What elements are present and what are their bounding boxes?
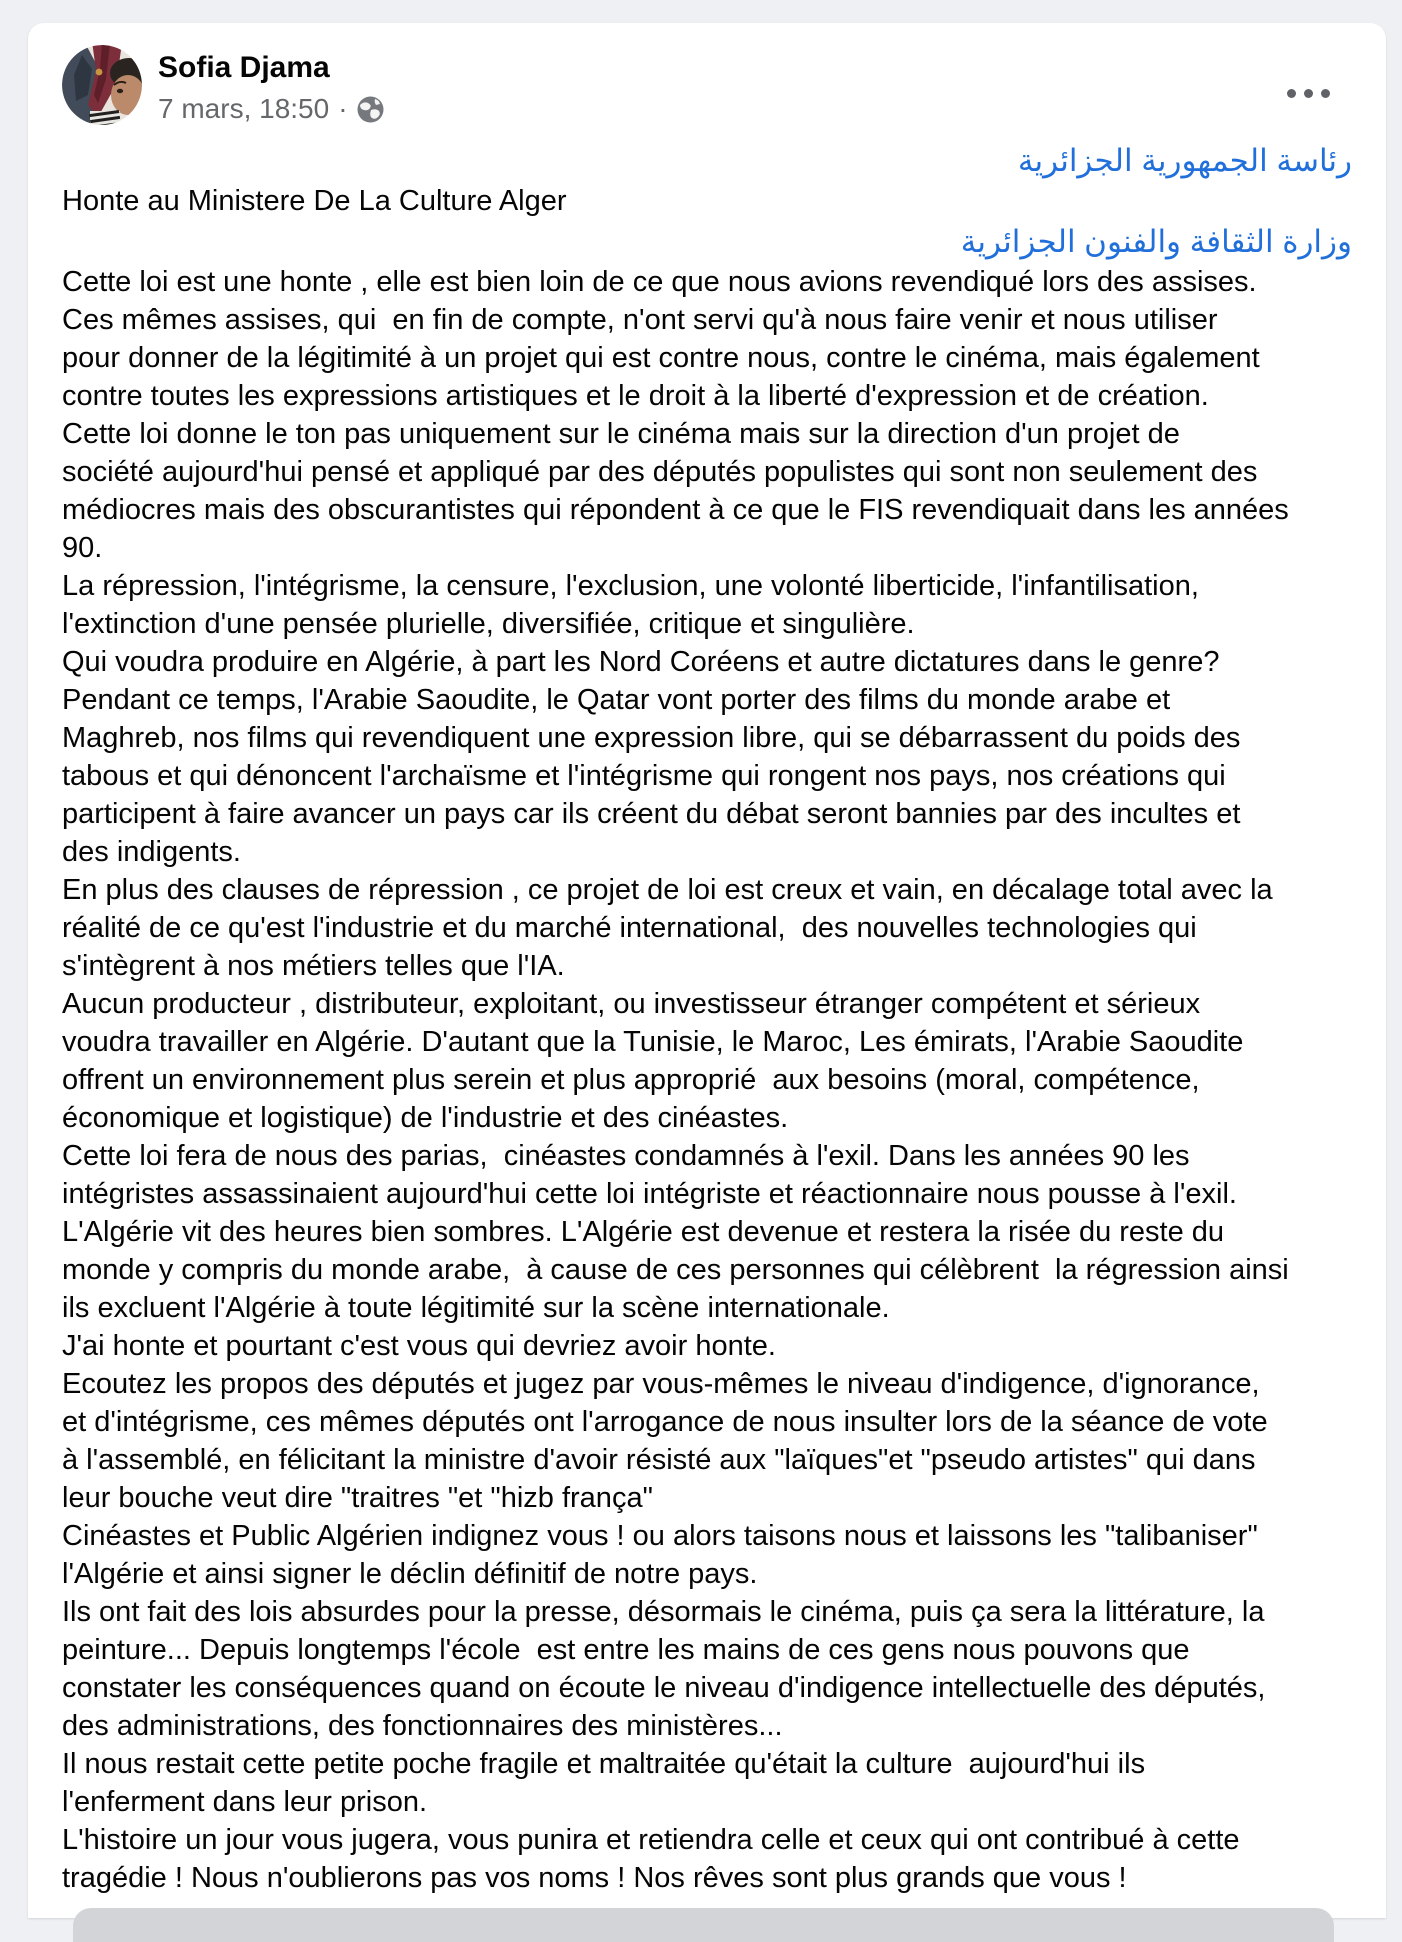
post-text-line: réalité de ce qu'est l'industrie et du marché international, des nouvelles technologies qui bbox=[62, 912, 1197, 944]
post-text-line: économique et logistique) de l'industrie et des cinéastes. bbox=[62, 1102, 789, 1134]
post-text-line: Ecoutez les propos des députés et jugez par vous-mêmes le niveau d'indigence, d'ignorance, bbox=[62, 1368, 1260, 1400]
post-text-line: peinture... Depuis longtemps l'école est entre les mains de ces gens nous pouvons que bbox=[62, 1634, 1190, 1666]
page-mention-link[interactable]: وزارة الثقافة والفنون الجزائرية bbox=[960, 224, 1352, 259]
post-text-line: J'ai honte et pourtant c'est vous qui devriez avoir honte. bbox=[62, 1330, 776, 1362]
post-text-line: Pendant ce temps, l'Arabie Saoudite, le Qatar vont porter des films du monde arabe et bbox=[62, 684, 1171, 716]
post-text-line: Qui voudra produire en Algérie, à part les Nord Coréens et autre dictatures dans le genre? bbox=[62, 646, 1220, 678]
post-text-line: à l'assemblé, en félicitant la ministre d'avoir résisté aux "laïques"et "pseudo artistes" qui dans bbox=[62, 1444, 1256, 1476]
ellipsis-icon bbox=[1321, 89, 1330, 98]
avatar-photo bbox=[62, 45, 142, 125]
post-text-line: participent à faire avancer un pays car ils créent du débat seront bannies par des incultes et bbox=[62, 798, 1241, 830]
post-text-line: En plus des clauses de répression , ce projet de loi est creux et vain, en décalage total avec la bbox=[62, 874, 1273, 906]
globe-privacy-icon bbox=[357, 96, 384, 123]
post-text-line: et d'intégrisme, ces mêmes députés ont l'arrogance de nous insulter lors de la séance de vote bbox=[62, 1406, 1268, 1438]
post-text-line: Cette loi donne le ton pas uniquement sur le cinéma mais sur la direction d'un projet de bbox=[62, 418, 1180, 450]
post-text-line: contre toutes les expressions artistiques et le droit à la liberté d'expression et de création. bbox=[62, 380, 1209, 412]
meta-separator: · bbox=[338, 93, 348, 124]
post-text-line: tabous et qui dénoncent l'archaïsme et l'intégrisme qui rongent nos pays, nos créations qui bbox=[62, 760, 1226, 792]
profile-avatar[interactable] bbox=[62, 45, 142, 125]
post-text-line: Aucun producteur , distributeur, exploitant, ou investisseur étranger compétent et sérieux bbox=[62, 988, 1201, 1020]
post-text-line: L'Algérie vit des heures bien sombres. L'Algérie est devenue et restera la risée du reste du bbox=[62, 1216, 1225, 1248]
ellipsis-icon bbox=[1287, 89, 1296, 98]
post-text-line: offrent un environnement plus serein et plus approprié aux besoins (moral, compétence, bbox=[62, 1064, 1200, 1096]
post-text-line: l'Algérie et ainsi signer le déclin définitif de notre pays. bbox=[62, 1558, 758, 1590]
post-text-line: constater les conséquences quand on écoute le niveau d'indigence intellectuelle des députés, bbox=[62, 1672, 1266, 1704]
post-text-line: l'enferment dans leur prison. bbox=[62, 1786, 428, 1818]
post-text-line: Cette loi fera de nous des parias, cinéastes condamnés à l'exil. Dans les années 90 les bbox=[62, 1140, 1190, 1172]
ellipsis-icon bbox=[1304, 89, 1313, 98]
post-text-line: société aujourd'hui pensé et appliqué par des députés populistes qui sont non seulement des bbox=[62, 456, 1258, 488]
post-text-line: médiocres mais des obscurantistes qui répondent à ce que le FIS revendiquait dans les années bbox=[62, 494, 1289, 526]
post-text-line: pour donner de la légitimité à un projet qui est contre nous, contre le cinéma, mais également bbox=[62, 342, 1260, 374]
post-text-line: Honte au Ministere De La Culture Alger bbox=[62, 185, 567, 217]
post-text-line: La répression, l'intégrisme, la censure, l'exclusion, une volonté liberticide, l'infantilisation, bbox=[62, 570, 1199, 602]
post-text-line: des administrations, des fonctionnaires des ministères... bbox=[62, 1710, 783, 1742]
attachment-preview[interactable] bbox=[73, 1908, 1334, 1942]
author-name[interactable]: Sofia Djama bbox=[158, 51, 330, 84]
post-text-line: Ils ont fait des lois absurdes pour la presse, désormais le cinéma, puis ça sera la littérature, la bbox=[62, 1596, 1265, 1628]
post-text-line: L'histoire un jour vous jugera, vous punira et retiendra celle et ceux qui ont contribué à cette bbox=[62, 1824, 1240, 1856]
post-text-line: Cette loi est une honte , elle est bien loin de ce que nous avions revendiqué lors des assises. bbox=[62, 266, 1257, 298]
post-text-line: Cinéastes et Public Algérien indignez vous ! ou alors taisons nous et laissons les "talibaniser" bbox=[62, 1520, 1258, 1552]
post-text-line: tragédie ! Nous n'oublierons pas vos noms ! Nos rêves sont plus grands que vous ! bbox=[62, 1862, 1127, 1894]
post-timestamp[interactable]: 7 mars, 18:50 bbox=[158, 93, 330, 124]
post-text-line: intégristes assassinaient aujourd'hui cette loi intégriste et réactionnaire nous pousse à l'exil. bbox=[62, 1178, 1237, 1210]
page-mention-link[interactable]: رئاسة الجمهورية الجزائرية bbox=[1017, 143, 1352, 178]
post-text-line: monde y compris du monde arabe, à cause de ces personnes qui célèbrent la régression ainsi bbox=[62, 1254, 1289, 1286]
post-text bbox=[62, 139, 1352, 1897]
post-meta bbox=[158, 91, 384, 127]
more-options-button[interactable] bbox=[1266, 67, 1350, 119]
post-text-line: Maghreb, nos films qui revendiquent une expression libre, qui se débarrassent du poids des bbox=[62, 722, 1241, 754]
post-text-line: ils excluent l'Algérie à toute légitimité sur la scène internationale. bbox=[62, 1292, 890, 1324]
post-text-line: Ces mêmes assises, qui en fin de compte, n'ont servi qu'à nous faire venir et nous utiliser bbox=[62, 304, 1218, 336]
post-card bbox=[28, 23, 1386, 1918]
post-text-line: 90. bbox=[62, 532, 103, 564]
post-text-line: l'extinction d'une pensée plurielle, diversifiée, critique et singulière. bbox=[62, 608, 915, 640]
post-text-line: s'intègrent à nos métiers telles que l'IA. bbox=[62, 950, 565, 982]
post-text-line: des indigents. bbox=[62, 836, 241, 868]
post-text-line: Il nous restait cette petite poche fragile et maltraitée qu'était la culture aujourd'hui ils bbox=[62, 1748, 1146, 1780]
post-text-line: voudra travailler en Algérie. D'autant que la Tunisie, le Maroc, Les émirats, l'Arabie Saoudite bbox=[62, 1026, 1244, 1058]
post-text-line: leur bouche veut dire "traitres "et "hizb frança" bbox=[62, 1482, 653, 1514]
